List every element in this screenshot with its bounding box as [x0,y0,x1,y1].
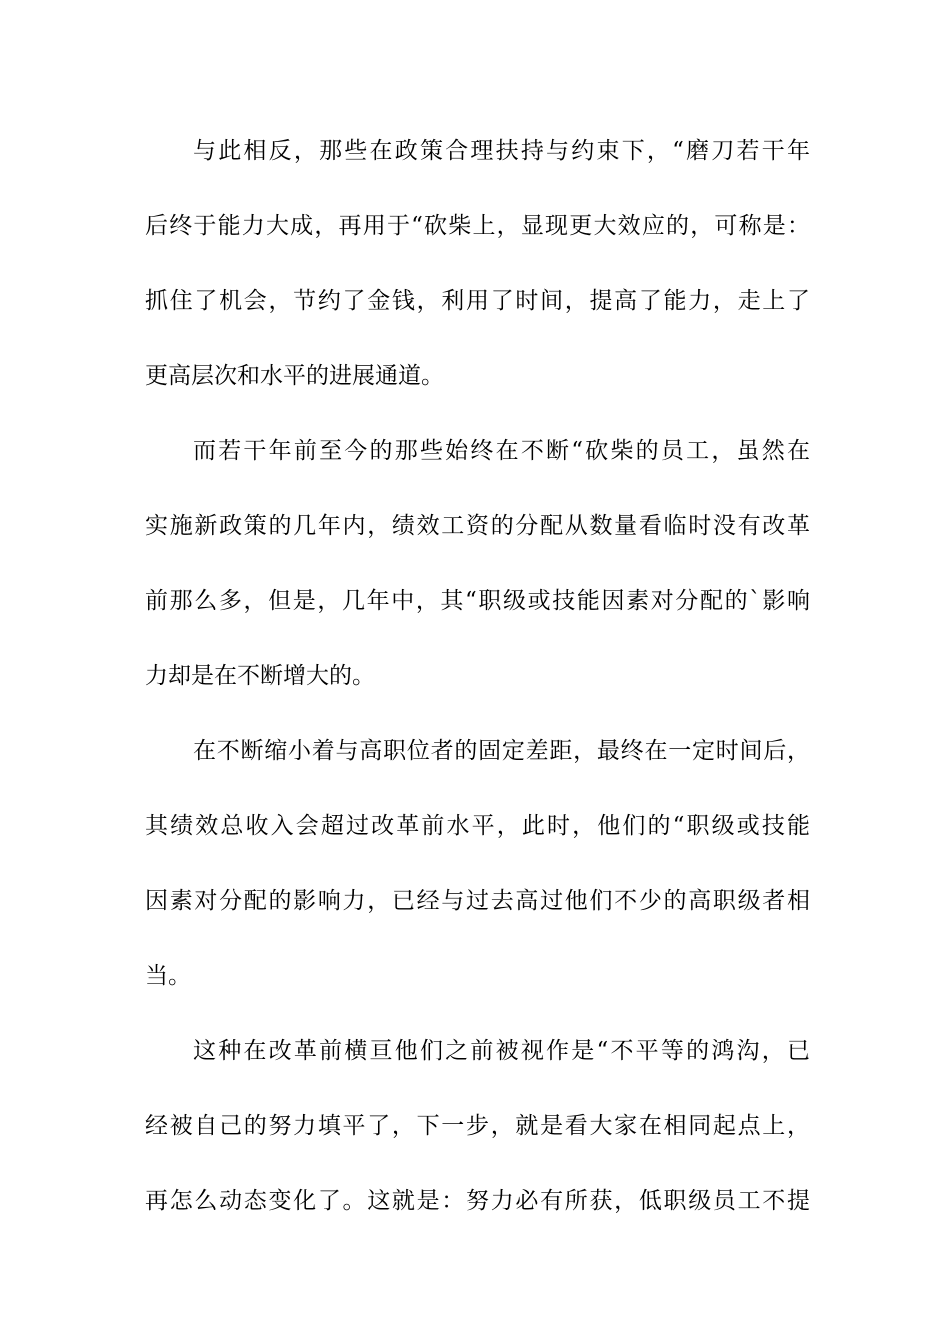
paragraph-2-line-4: 力却是在不断增大的。 [145,663,375,689]
paragraph-3-line-4: 当。 [145,963,191,989]
paragraph-2-line-3: 前那么多，但是，几年中，其“职级或技能因素对分配的`影响 [145,588,810,614]
paragraph-2-line-2: 实施新政策的几年内，绩效工资的分配从数量看临时没有改革 [145,513,810,539]
paragraph-3-line-2: 其绩效总收入会超过改革前水平，此时，他们的“职级或技能 [145,813,810,839]
paragraph-4-line-1: 这种在改革前横亘他们之前被视作是“不平等的鸿沟，已 [193,1038,810,1064]
paragraph-3-line-1: 在不断缩小着与高职位者的固定差距，最终在一定时间后， [193,738,810,764]
paragraph-1-line-1: 与此相反，那些在政策合理扶持与约束下，“磨刀若干年 [193,138,810,164]
paragraph-4-line-2: 经被自己的努力填平了，下一步，就是看大家在相同起点上， [145,1113,810,1139]
paragraph-3-line-3: 因素对分配的影响力，已经与过去高过他们不少的高职级者相 [145,888,810,914]
paragraph-1-line-4: 更高层次和水平的进展通道。 [145,363,444,389]
paragraph-1-line-2: 后终于能力大成，再用于“砍柴上，显现更大效应的，可称是： [145,213,810,239]
paragraph-2-line-1: 而若干年前至今的那些始终在不断“砍柴的员工，虽然在 [193,438,810,464]
paragraph-4-line-3: 再怎么动态变化了。这就是：努力必有所获，低职级员工不提 [145,1188,810,1214]
paragraph-1-line-3: 抓住了机会，节约了金钱，利用了时间，提高了能力，走上了 [145,288,810,314]
